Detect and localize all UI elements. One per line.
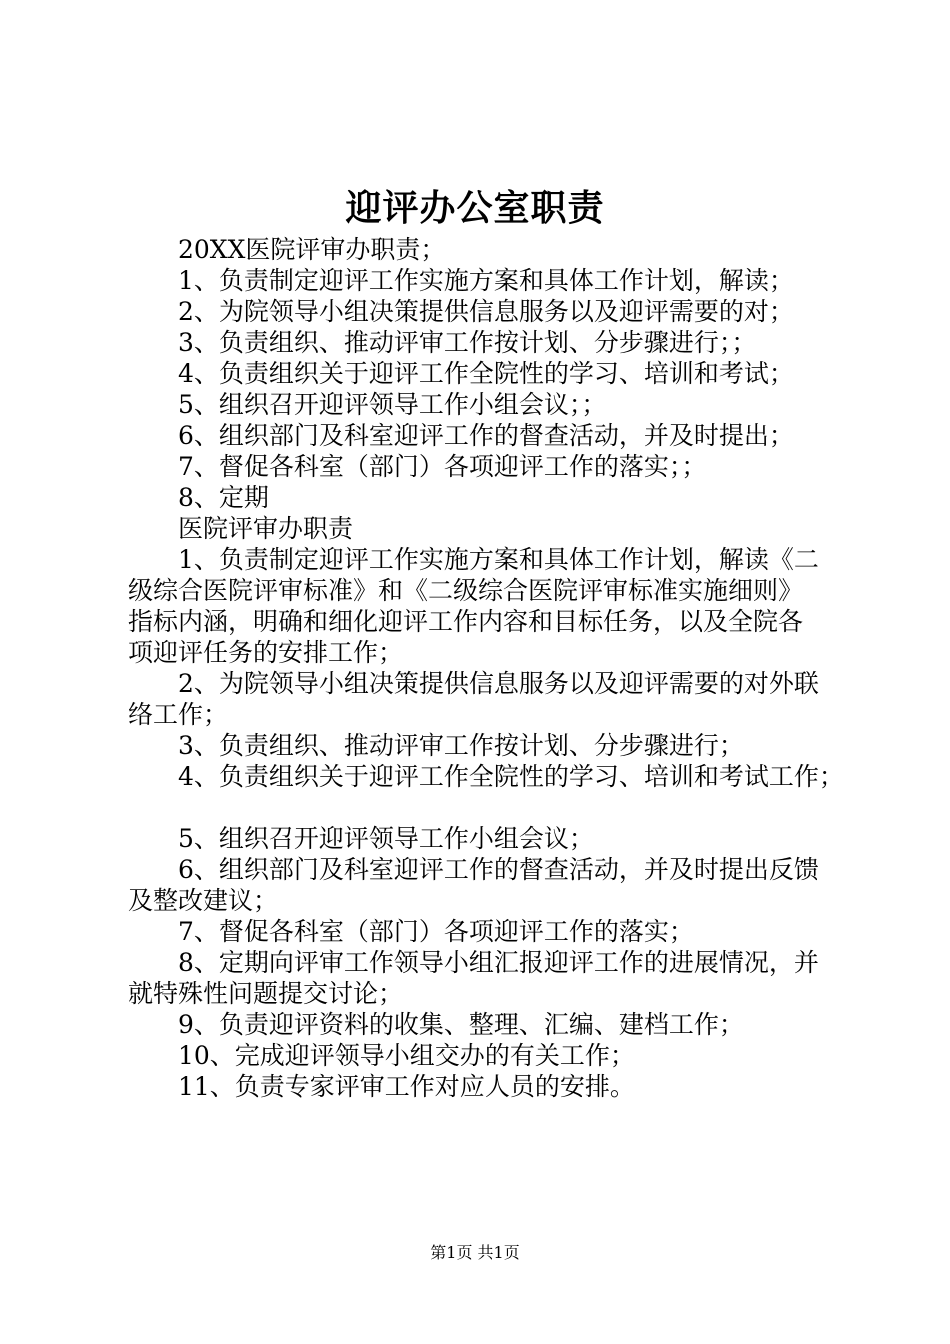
paragraph-line: 5、组织召开迎评领导工作小组会议；: [178, 824, 594, 853]
paragraph-line: 就特殊性问题提交讨论；: [128, 979, 404, 1008]
paragraph-line: 4、负责组织关于迎评工作全院性的学习、培训和考试工作；: [178, 762, 844, 791]
paragraph-line: 络工作；: [128, 700, 229, 729]
blank-line: [128, 792, 848, 823]
paragraph-line: 及整改建议；: [128, 886, 279, 915]
paragraph-line: 2、为院领导小组决策提供信息服务以及迎评需要的对；: [178, 297, 794, 326]
paragraph-line: 4、负责组织关于迎评工作全院性的学习、培训和考试；: [178, 359, 794, 388]
paragraph-line: 8、定期: [178, 483, 269, 512]
paragraph-line: 5、组织召开迎评领导工作小组会议；；: [178, 390, 607, 419]
paragraph-line: 3、负责组织、推动评审工作按计划、分步骤进行；: [178, 731, 744, 760]
section-heading: 医院评审办职责: [178, 514, 354, 543]
paragraph-line: 8、定期向评审工作领导小组汇报迎评工作的进展情况，并: [178, 948, 819, 977]
paragraph-line: 10、完成迎评领导小组交办的有关工作；: [178, 1041, 635, 1070]
paragraph-line: 11、负责专家评审工作对应人员的安排。: [178, 1072, 635, 1101]
paragraph-line: 7、督促各科室（部门）各项迎评工作的落实；: [178, 917, 694, 946]
paragraph-line: 1、负责制定迎评工作实施方案和具体工作计划，解读《二: [178, 545, 819, 574]
paragraph-line: 6、组织部门及科室迎评工作的督查活动，并及时提出；: [178, 421, 794, 450]
paragraph-line: 2、为院领导小组决策提供信息服务以及迎评需要的对外联: [178, 669, 819, 698]
paragraph-line: 7、督促各科室（部门）各项迎评工作的落实；；: [178, 452, 707, 481]
paragraph-line: 指标内涵，明确和细化迎评工作内容和目标任务，以及全院各: [128, 607, 804, 636]
paragraph-line: 级综合医院评审标准》和《二级综合医院评审标准实施细则》: [128, 576, 804, 605]
document-body: [128, 234, 848, 1102]
paragraph-line: 9、负责迎评资料的收集、整理、汇编、建档工作；: [178, 1010, 744, 1039]
paragraph-line: 1、负责制定迎评工作实施方案和具体工作计划，解读；: [178, 266, 794, 295]
document-title: 迎评办公室职责: [345, 187, 605, 229]
paragraph-line: 项迎评任务的安排工作；: [128, 638, 404, 667]
paragraph-line: 3、负责组织、推动评审工作按计划、分步骤进行；；: [178, 328, 757, 357]
paragraph-line: 20XX医院评审办职责；: [178, 235, 446, 264]
paragraph-line: 6、组织部门及科室迎评工作的督查活动，并及时提出反馈: [178, 855, 819, 884]
page-footer: 第1页 共1页: [430, 1243, 520, 1262]
